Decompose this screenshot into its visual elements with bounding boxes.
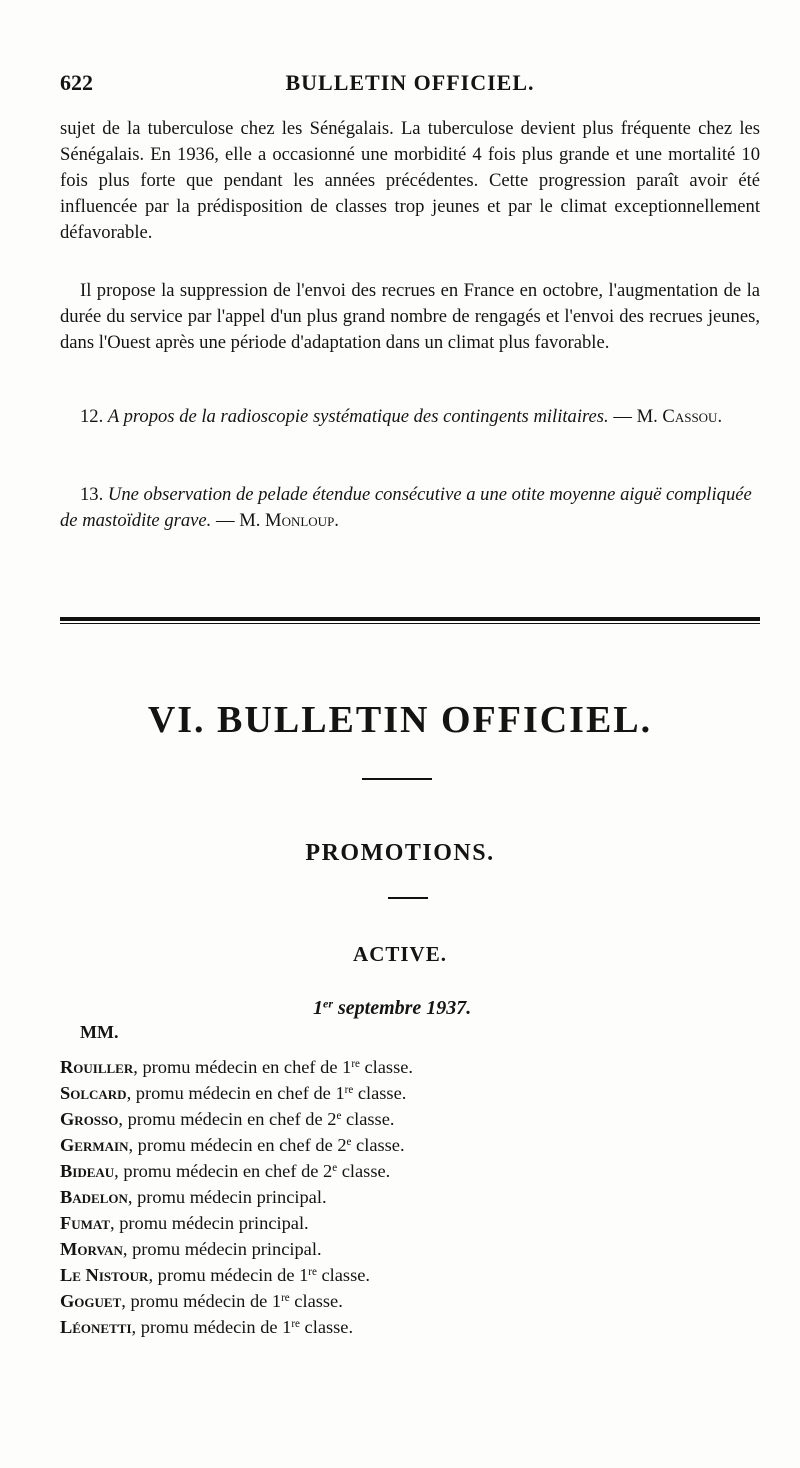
category-title: ACTIVE. [353, 942, 447, 966]
reference-number: 13. [80, 484, 104, 505]
list-item: Léonetti, promu médecin de 1re classe. [60, 1317, 354, 1337]
reference-separator: — [613, 406, 632, 427]
subsection-title: PROMOTIONS. [305, 840, 495, 866]
list-item: Morvan, promu médecin principal. [60, 1239, 322, 1259]
list-item: Le Nistour, promu médecin de 1re classe. [60, 1265, 370, 1285]
salutation: MM. [80, 1022, 119, 1042]
reference-number: 12. [80, 406, 104, 427]
list-item: Rouiller, promu médecin en chef de 1re classe. [60, 1057, 413, 1077]
body-paragraph-1: sujet de la tuberculose chez les Sénégalais. La tuberculose devient plus fréquente chez les Sénégalais. En 1936, elle a occasionné une morbidité 4 fois plus grande et une mortalité 10 fois plus forte que pendant les années précédentes. Cette progression paraît avoir été influencée par la prédisposition de classes trop jeunes et par le climat exceptionnellement défavorable. [60, 118, 760, 243]
section-title: VI. BULLETIN OFFICIEL. [147, 699, 653, 741]
running-header [60, 70, 760, 100]
promotion-list [60, 1054, 413, 1340]
title-rule [362, 778, 432, 780]
list-item: Goguet, promu médecin de 1re classe. [60, 1291, 343, 1311]
reference-item-13 [60, 482, 760, 534]
reference-item-12 [60, 404, 760, 430]
list-item: Solcard, promu médecin en chef de 1re classe. [60, 1083, 407, 1103]
body-paragraph-2: Il propose la suppression de l'envoi des recrues en France en octobre, l'augmentation de la durée du service par l'appel d'un plus grand nombre de rengagés et l'envoi des recrues jeunes, dans l'Ouest après une période d'adaptation dans un climat plus favorable. [60, 280, 760, 353]
promotion-date: 1er septembre 1937. [313, 996, 472, 1019]
list-item: Grosso, promu médecin en chef de 2e classe. [60, 1109, 395, 1129]
list-item: Badelon, promu médecin principal. [60, 1187, 327, 1207]
list-item: Bideau, promu médecin en chef de 2e classe. [60, 1161, 391, 1181]
section-divider [60, 617, 760, 621]
reference-title: A propos de la radioscopie systématique des contingents militaires. [107, 406, 609, 427]
subsection-rule [388, 897, 428, 899]
reference-title: Une observation de pelade étendue consécutive a une otite moyenne aiguë compliquée de mastoïdite grave. [60, 484, 752, 531]
list-item: Fumat, promu médecin principal. [60, 1213, 309, 1233]
running-title: BULLETIN OFFICIEL. [285, 70, 535, 95]
reference-author: M. Cassou. [636, 406, 723, 427]
reference-separator: — [215, 510, 235, 531]
reference-author: M. Monloup. [239, 510, 339, 531]
page-number: 622 [60, 70, 93, 95]
list-item: Germain, promu médecin en chef de 2e classe. [60, 1135, 405, 1155]
